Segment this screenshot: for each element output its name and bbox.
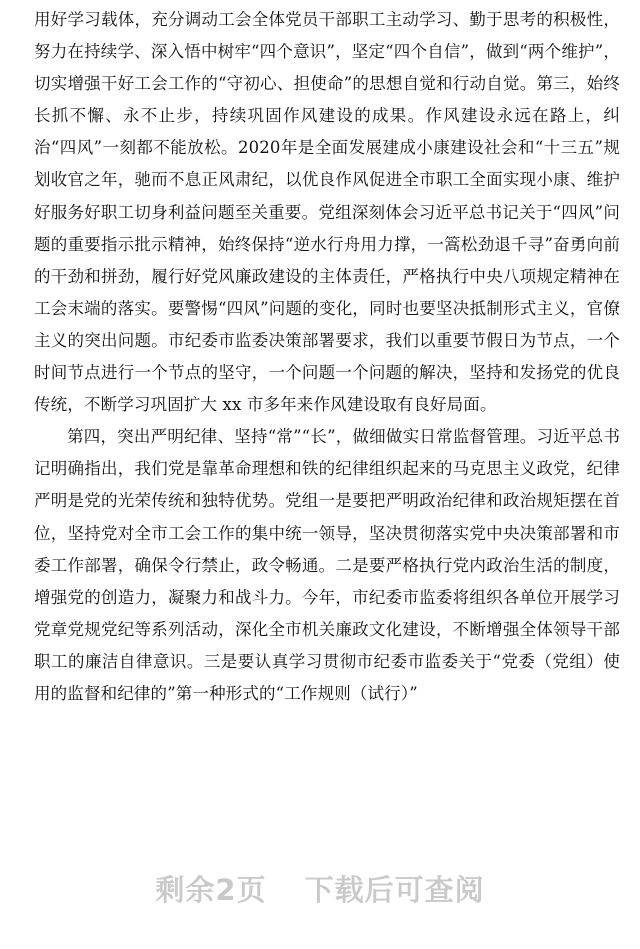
download-banner[interactable] xyxy=(0,860,640,916)
paragraph-fourth-point: 第四，突出严明纪律、坚持“常”“长”，做细做实日常监督管理。习近平总书记明确指出，我们党是靠革命理想和铁的纪律组织起来的马克思主义政党，纪律严明是党的光荣传统和独特优势。党组一是要把严明政治纪律和政治规矩摆在首位，坚持党对全市工会工作的集中统一领导，坚决贯彻落实党中央决策部署和市委工作部署，确保令行禁止，政令畅通。二是要严格执行党内政治生活的制度，增强党的创造力，凝聚力和战斗力。今年，市纪委市监委将组织各单位开展学习党章党规党纪等系列活动，深化全市机关廉政文化建设，不断增强全体领导干部职工的廉洁自律意识。三是要认真学习贯彻市纪委市监委关于“党委（党组）使用的监督和纪律的”第一种形式的“工作规则（试行）” xyxy=(34,427,620,703)
remaining-pages-label[interactable]: 剩余2页 xyxy=(155,872,267,907)
download-prompt-label[interactable]: 下载后可查阅 xyxy=(304,872,485,907)
paragraph-continued: 用好学习载体，充分调动工会全体党员干部职工主动学习、勤于思考的积极性，努力在持续学、深入悟中树牢“四个意识”，坚定“四个自信”，做到“两个维护”，切实增强干好工会工作的“守初心、担使命”的思想自觉和行动自觉。第三，始终长抓不懈、永不止步，持续巩固作风建设的成果。作风建设永远在路上，纠治“四风”一刻都不能放松。2020年是全面发展建成小康建设社会和“十三五”规划收官之年，驰而不息正风肃纪，以优良作风促进全市职工全面实现小康、维护好服务好职工切身利益问题至关重要。党组深刻体会习近平总书记关于“四风”问题的重要指示批示精神，始终保持“逆水行舟用力撑，一篙松劲退千寻”奋勇向前的干劲和拼劲，履行好党风廉政建设的主体责任，严格执行中央八项规定精神在工会末端的落实。要警惕“四风”问题的变化，同时也要坚决抵制形式主义，官僚主义的突出问题。市纪委市监委决策部署要求，我们以重要节假日为节点，一个时间节点进行一个节点的坚守，一个问题一个问题的解决，坚持和发扬党的优良传统，不断学习巩固扩大 xx 市多年来作风建设取有良好局面。 xyxy=(34,10,620,415)
document-body xyxy=(34,4,620,710)
